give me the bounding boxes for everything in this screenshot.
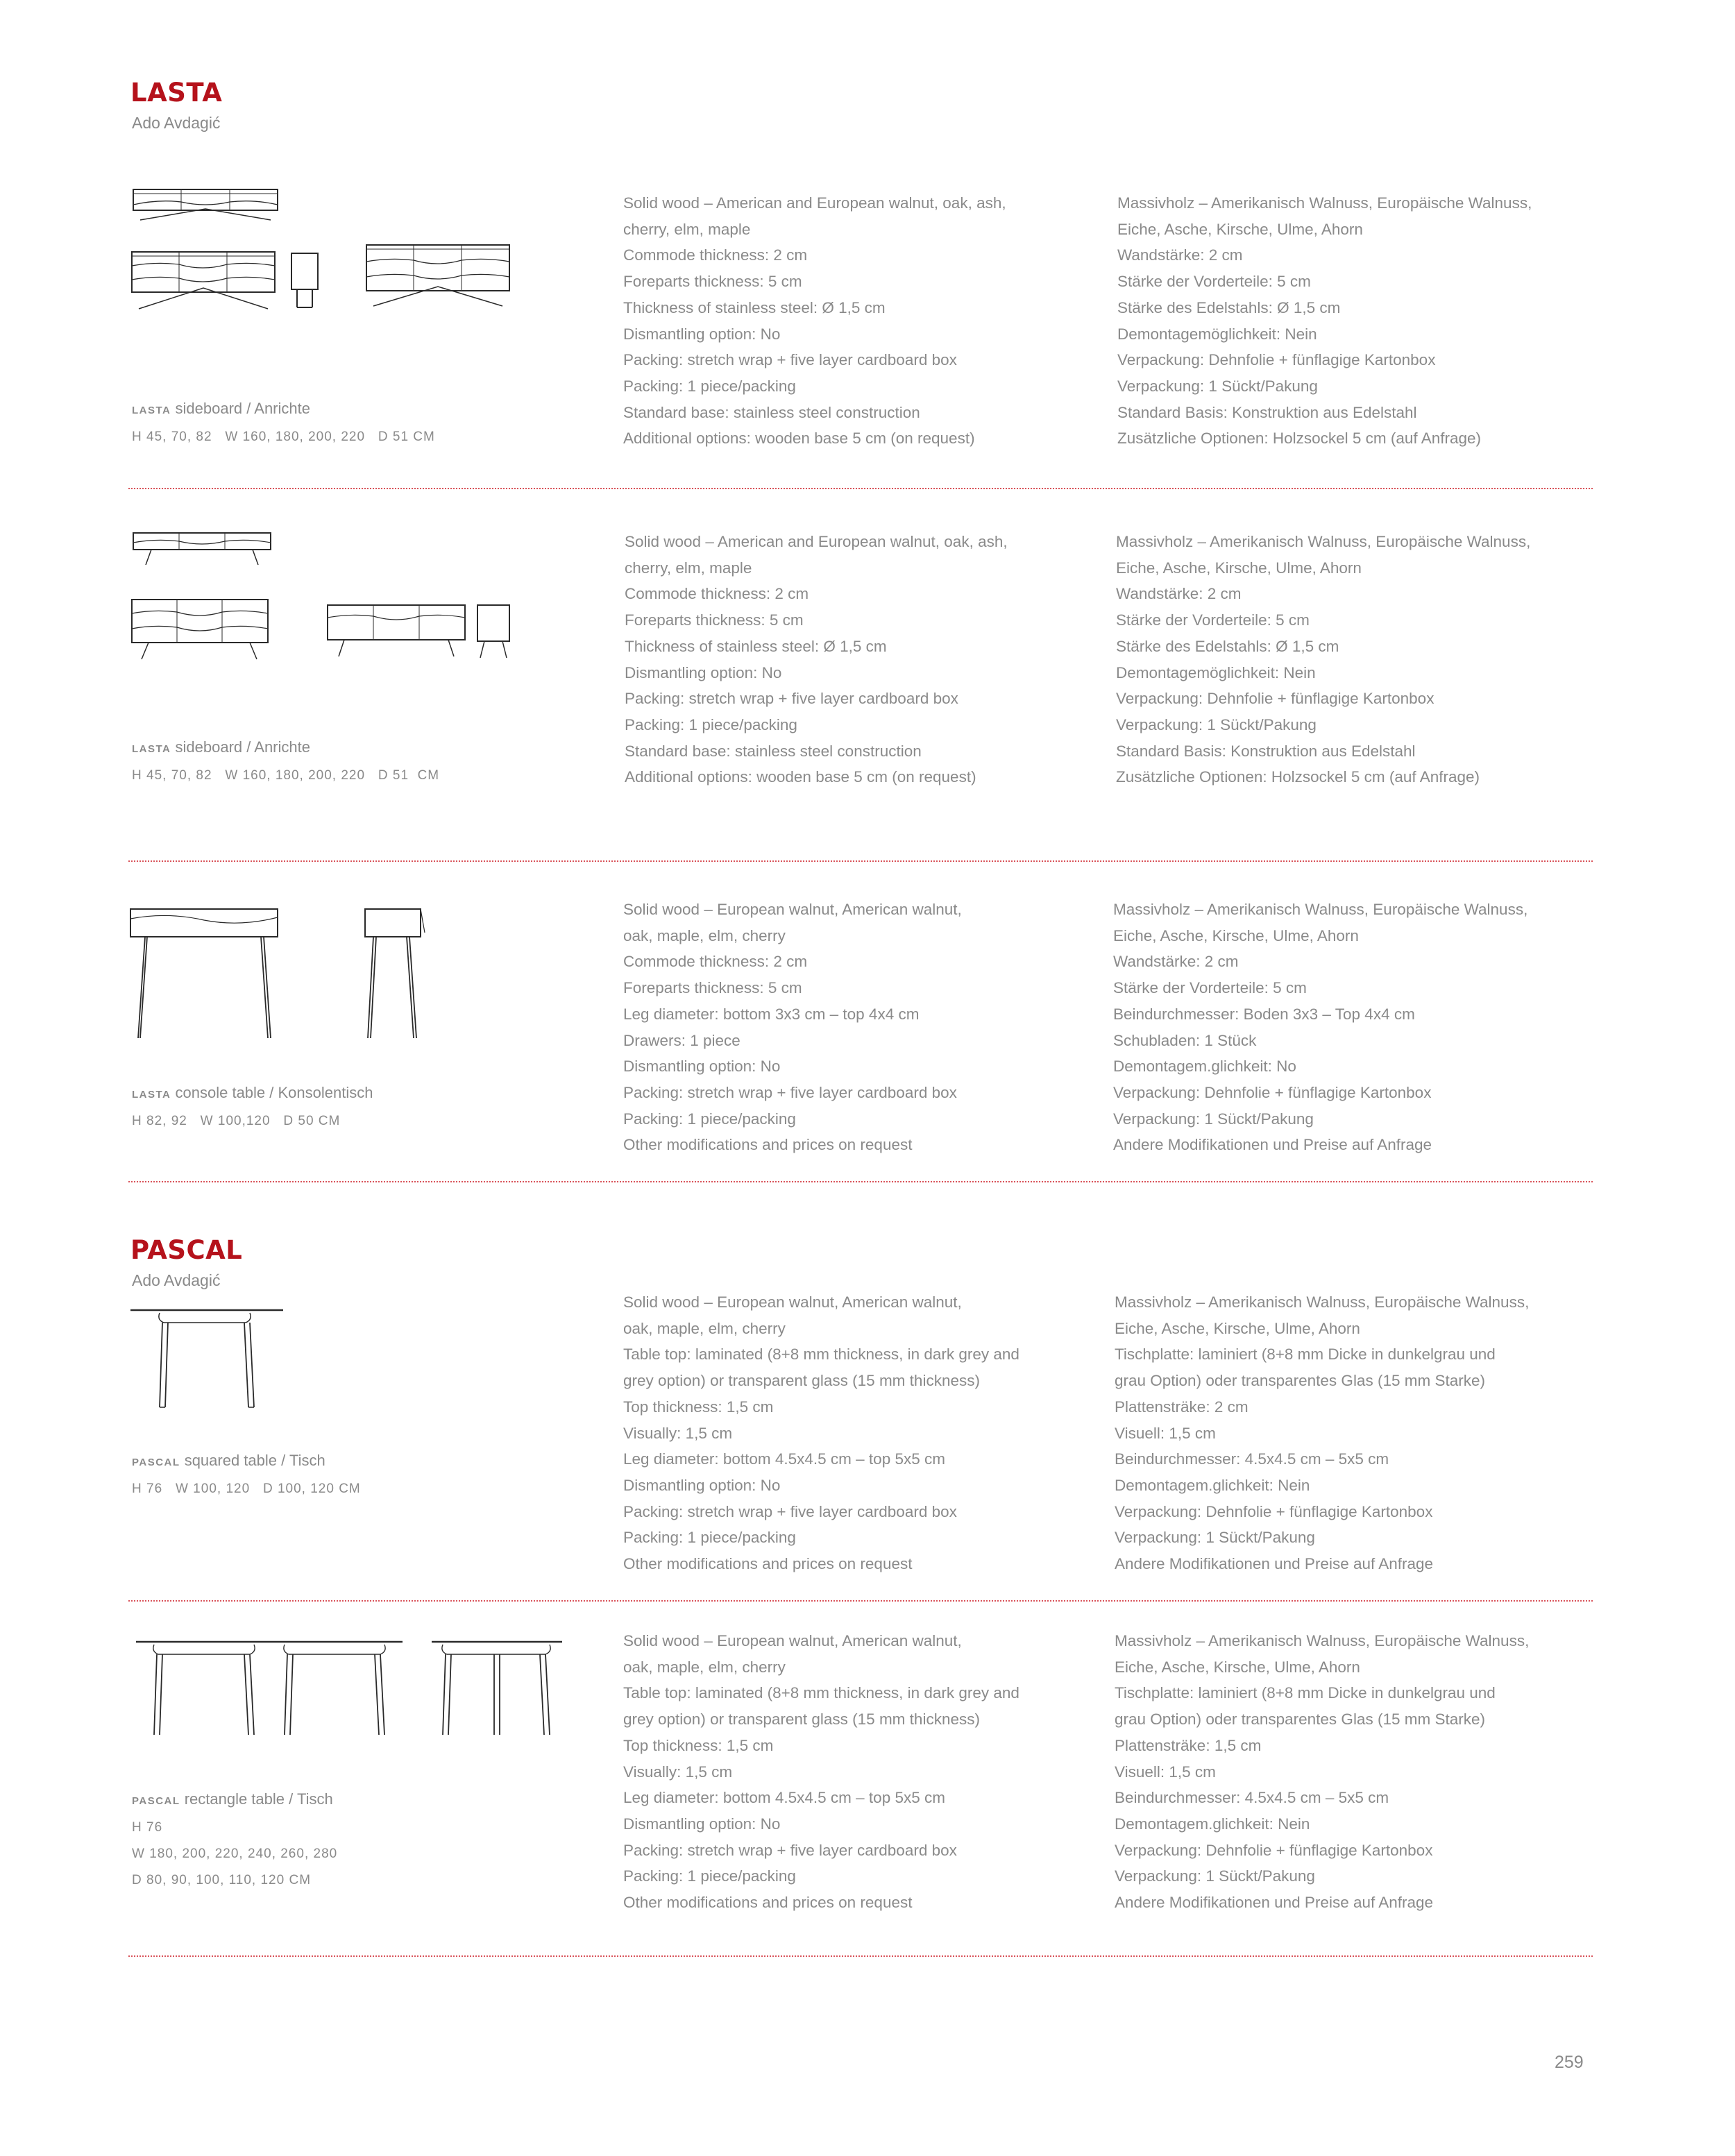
pascal-rectangle-table-drawing	[135, 1636, 579, 1740]
spec-line: Packing: 1 piece/packing	[623, 1529, 796, 1547]
pascal-designer: Ado Avdagić	[132, 1271, 221, 1289]
spec-line: Massivholz – Amerikanisch Walnuss, Europäische Walnuss,	[1116, 533, 1531, 550]
spec-line: Massivholz – Amerikanisch Walnuss, Europäische Walnuss,	[1117, 194, 1532, 212]
spec-line: Eiche, Asche, Kirsche, Ulme, Ahorn	[1115, 1319, 1360, 1337]
product-label: console table / Konsolentisch	[175, 1084, 373, 1101]
caption-title	[132, 396, 435, 424]
spec-line: Verpackung: Dehnfolie + fünflagige Kartonbox	[1116, 690, 1434, 708]
product-label: sideboard / Anrichte	[175, 738, 310, 756]
spec-line: cherry, elm, maple	[623, 220, 751, 238]
product-dimensions: H 76 W 100, 120 D 100, 120 CM	[132, 1482, 361, 1496]
spec-line: Solid wood – European walnut, American walnut,	[623, 1632, 962, 1649]
spec-line: Other modifications and prices on request	[623, 1136, 913, 1154]
spec-line: Visuell: 1,5 cm	[1115, 1424, 1216, 1442]
product-dimension-depth: D 80, 90, 100, 110, 120 CM	[132, 1873, 312, 1887]
caption-title	[132, 734, 439, 763]
spec-line: Standard base: stainless steel construction	[625, 742, 922, 760]
spec-line: Zusätzliche Optionen: Holzsockel 5 cm (auf Anfrage)	[1117, 430, 1481, 448]
spec-line: Verpackung: 1 Sückt/Pakung	[1116, 715, 1317, 733]
lasta-sideboard-caption	[132, 396, 435, 450]
pascal-squared-caption	[132, 1448, 361, 1502]
spec-line: Massivholz – Amerikanisch Walnuss, Europäische Walnuss,	[1115, 1293, 1530, 1311]
spec-line: Andere Modifikationen und Preise auf Anfrage	[1115, 1894, 1434, 1912]
product-name: LASTA	[132, 1089, 171, 1101]
pascal-squared-table-drawing	[129, 1305, 289, 1416]
spec-line: Solid wood – European walnut, American walnut,	[623, 1293, 962, 1311]
spec-line: Packing: stretch wrap + five layer cardboard box	[625, 690, 958, 708]
lasta-sideboard-legs-drawing	[130, 527, 519, 666]
spec-line: Verpackung: Dehnfolie + fünflagige Kartonbox	[1115, 1502, 1433, 1520]
spec-line: Foreparts thickness: 5 cm	[623, 273, 802, 291]
spec-line: Dismantling option: No	[623, 1815, 781, 1833]
spec-line: Zusätzliche Optionen: Holzsockel 5 cm (auf Anfrage)	[1116, 768, 1480, 786]
product-label: squared table / Tisch	[184, 1452, 325, 1469]
pascal-squared-specs-en	[623, 1289, 1019, 1577]
spec-line: Eiche, Asche, Kirsche, Ulme, Ahorn	[1113, 926, 1359, 944]
spec-line: Demontagem.glichkeit: Nein	[1115, 1476, 1310, 1494]
spec-line: Dismantling option: No	[623, 325, 781, 343]
lasta-designer: Ado Avdagić	[132, 114, 221, 132]
spec-line: Visually: 1,5 cm	[623, 1763, 733, 1781]
product-name: LASTA	[132, 405, 171, 416]
spec-line: Table top: laminated (8+8 mm thickness, in dark grey and	[623, 1684, 1019, 1702]
product-name: PASCAL	[132, 1795, 180, 1807]
section-divider	[128, 1955, 1593, 1957]
spec-line: Stärke des Edelstahls: Ø 1,5 cm	[1116, 637, 1339, 655]
product-dimensions: H 45, 70, 82 W 160, 180, 200, 220 D 51 CM	[132, 430, 435, 444]
lasta-sideboard-legs-caption	[132, 734, 439, 789]
spec-line: Andere Modifikationen und Preise auf Anfrage	[1113, 1136, 1432, 1154]
lasta-title: LASTA	[130, 78, 223, 108]
spec-line: Packing: 1 piece/packing	[625, 715, 797, 733]
spec-line: Verpackung: Dehnfolie + fünflagige Kartonbox	[1117, 351, 1436, 369]
spec-line: Beindurchmesser: 4.5x4.5 cm – 5x5 cm	[1115, 1450, 1389, 1468]
spec-line: cherry, elm, maple	[625, 559, 752, 577]
lasta-sideboard-specs-en	[623, 190, 1006, 452]
spec-line: Additional options: wooden base 5 cm (on request)	[623, 430, 975, 448]
product-label: rectangle table / Tisch	[184, 1790, 333, 1808]
lasta-console-specs-en	[623, 897, 962, 1158]
spec-line: Eiche, Asche, Kirsche, Ulme, Ahorn	[1117, 220, 1363, 238]
spec-line: oak, maple, elm, cherry	[623, 1658, 786, 1676]
product-label: sideboard / Anrichte	[175, 400, 310, 417]
spec-line: Verpackung: 1 Sückt/Pakung	[1117, 377, 1318, 395]
spec-line: Thickness of stainless steel: Ø 1,5 cm	[625, 637, 887, 655]
section-divider	[128, 860, 1593, 862]
spec-line: Thickness of stainless steel: Ø 1,5 cm	[623, 298, 886, 316]
section-divider	[128, 1181, 1593, 1182]
spec-line: Top thickness: 1,5 cm	[623, 1736, 774, 1754]
lasta-sideboard-legs-specs-de	[1116, 529, 1530, 790]
product-dimension-width: W 180, 200, 220, 240, 260, 280	[132, 1847, 338, 1861]
spec-line: Verpackung: Dehnfolie + fünflagige Kartonbox	[1115, 1841, 1433, 1859]
spec-line: Foreparts thickness: 5 cm	[623, 979, 802, 997]
spec-line: Plattensträke: 1,5 cm	[1115, 1736, 1262, 1754]
product-dimension-height: H 76	[132, 1820, 163, 1835]
spec-line: Verpackung: 1 Sückt/Pakung	[1115, 1529, 1315, 1547]
spec-line: Demontagem.glichkeit: No	[1113, 1058, 1296, 1076]
pascal-rectangle-specs-en	[623, 1628, 1019, 1916]
spec-line: Packing: 1 piece/packing	[623, 377, 796, 395]
spec-line: Packing: stretch wrap + five layer cardboard box	[623, 1083, 957, 1101]
spec-line: Leg diameter: bottom 3x3 cm – top 4x4 cm	[623, 1005, 920, 1023]
lasta-console-caption	[132, 1080, 373, 1135]
spec-line: Demontagem.glichkeit: Nein	[1115, 1815, 1310, 1833]
spec-line: Solid wood – European walnut, American walnut,	[623, 901, 962, 918]
spec-line: Stärke der Vorderteile: 5 cm	[1116, 611, 1310, 629]
caption-title	[132, 1080, 373, 1108]
spec-line: Packing: 1 piece/packing	[623, 1110, 796, 1128]
spec-line: Stärke der Vorderteile: 5 cm	[1117, 273, 1311, 291]
spec-line: Andere Modifikationen und Preise auf Anfrage	[1115, 1555, 1434, 1573]
spec-line: Drawers: 1 piece	[623, 1031, 740, 1049]
spec-line: Other modifications and prices on request	[623, 1894, 913, 1912]
spec-line: grey option) or transparent glass (15 mm thickness)	[623, 1711, 980, 1729]
spec-line: Tischplatte: laminiert (8+8 mm Dicke in dunkelgrau und	[1115, 1684, 1496, 1702]
product-name: PASCAL	[132, 1457, 180, 1468]
pascal-rectangle-specs-de	[1115, 1628, 1529, 1916]
spec-line: grau Option) oder transparentes Glas (15 mm Starke)	[1115, 1711, 1485, 1729]
spec-line: Commode thickness: 2 cm	[623, 953, 808, 971]
spec-line: Wandstärke: 2 cm	[1113, 953, 1239, 971]
spec-line: Top thickness: 1,5 cm	[623, 1398, 774, 1416]
section-divider	[128, 488, 1593, 489]
page-number: 259	[1555, 2053, 1584, 2072]
spec-line: Tischplatte: laminiert (8+8 mm Dicke in dunkelgrau und	[1115, 1346, 1496, 1364]
spec-line: Beindurchmesser: Boden 3x3 – Top 4x4 cm	[1113, 1005, 1415, 1023]
spec-line: Leg diameter: bottom 4.5x4.5 cm – top 5x5 cm	[623, 1450, 945, 1468]
spec-line: Demontagemöglichkeit: Nein	[1117, 325, 1317, 343]
spec-line: Wandstärke: 2 cm	[1117, 246, 1243, 264]
spec-line: Beindurchmesser: 4.5x4.5 cm – 5x5 cm	[1115, 1789, 1389, 1807]
spec-line: Verpackung: Dehnfolie + fünflagige Kartonbox	[1113, 1083, 1432, 1101]
pascal-title: PASCAL	[130, 1235, 243, 1265]
spec-line: Solid wood – American and European walnut, oak, ash,	[625, 533, 1008, 550]
spec-line: Commode thickness: 2 cm	[623, 246, 808, 264]
spec-line: Table top: laminated (8+8 mm thickness, in dark grey and	[623, 1346, 1019, 1364]
spec-line: Dismantling option: No	[623, 1476, 781, 1494]
spec-line: Leg diameter: bottom 4.5x4.5 cm – top 5x5 cm	[623, 1789, 945, 1807]
spec-line: Dismantling option: No	[623, 1058, 781, 1076]
spec-line: Commode thickness: 2 cm	[625, 585, 809, 603]
spec-line: Packing: stretch wrap + five layer cardboard box	[623, 1841, 957, 1859]
spec-line: grey option) or transparent glass (15 mm thickness)	[623, 1372, 980, 1390]
spec-line: Packing: stretch wrap + five layer cardboard box	[623, 351, 957, 369]
spec-line: Standard base: stainless steel construction	[623, 403, 920, 421]
spec-line: Packing: stretch wrap + five layer cardboard box	[623, 1502, 957, 1520]
spec-line: oak, maple, elm, cherry	[623, 1319, 786, 1337]
lasta-sideboard-legs-specs-en	[625, 529, 1008, 790]
product-dimensions: H 82, 92 W 100,120 D 50 CM	[132, 1114, 341, 1128]
spec-line: Foreparts thickness: 5 cm	[625, 611, 804, 629]
spec-line: Schubladen: 1 Stück	[1113, 1031, 1257, 1049]
spec-line: Packing: 1 piece/packing	[623, 1867, 796, 1885]
spec-line: Verpackung: 1 Sückt/Pakung	[1115, 1867, 1315, 1885]
caption-title	[132, 1786, 337, 1815]
product-name: LASTA	[132, 743, 171, 755]
spec-line: Visuell: 1,5 cm	[1115, 1763, 1216, 1781]
pascal-rectangle-caption	[132, 1786, 337, 1894]
spec-line: Verpackung: 1 Sückt/Pakung	[1113, 1110, 1314, 1128]
spec-line: Visually: 1,5 cm	[623, 1424, 733, 1442]
spec-line: Wandstärke: 2 cm	[1116, 585, 1242, 603]
spec-line: Standard Basis: Konstruktion aus Edelstahl	[1116, 742, 1416, 760]
pascal-squared-specs-de	[1115, 1289, 1529, 1577]
spec-line: Other modifications and prices on request	[623, 1555, 913, 1573]
spec-line: Eiche, Asche, Kirsche, Ulme, Ahorn	[1116, 559, 1362, 577]
caption-title	[132, 1448, 361, 1476]
lasta-console-drawing	[129, 902, 434, 1041]
spec-line: Massivholz – Amerikanisch Walnuss, Europäische Walnuss,	[1115, 1632, 1530, 1649]
product-dimensions: H 45, 70, 82 W 160, 180, 200, 220 D 51 CM	[132, 768, 440, 783]
spec-line: Solid wood – American and European walnut, oak, ash,	[623, 194, 1006, 212]
lasta-sideboard-specs-de	[1117, 190, 1532, 452]
spec-line: Massivholz – Amerikanisch Walnuss, Europäische Walnuss,	[1113, 901, 1528, 918]
spec-line: Standard Basis: Konstruktion aus Edelstahl	[1117, 403, 1417, 421]
spec-line: Stärke der Vorderteile: 5 cm	[1113, 979, 1307, 997]
spec-line: Eiche, Asche, Kirsche, Ulme, Ahorn	[1115, 1658, 1360, 1676]
spec-line: Demontagemöglichkeit: Nein	[1116, 663, 1316, 681]
lasta-console-specs-de	[1113, 897, 1527, 1158]
section-divider	[128, 1600, 1593, 1602]
spec-line: Additional options: wooden base 5 cm (on request)	[625, 768, 976, 786]
lasta-sideboard-drawing	[130, 184, 519, 312]
spec-line: Stärke des Edelstahls: Ø 1,5 cm	[1117, 298, 1341, 316]
spec-line: Plattensträke: 2 cm	[1115, 1398, 1249, 1416]
spec-line: grau Option) oder transparentes Glas (15 mm Starke)	[1115, 1372, 1485, 1390]
spec-line: Dismantling option: No	[625, 663, 782, 681]
spec-line: oak, maple, elm, cherry	[623, 926, 786, 944]
